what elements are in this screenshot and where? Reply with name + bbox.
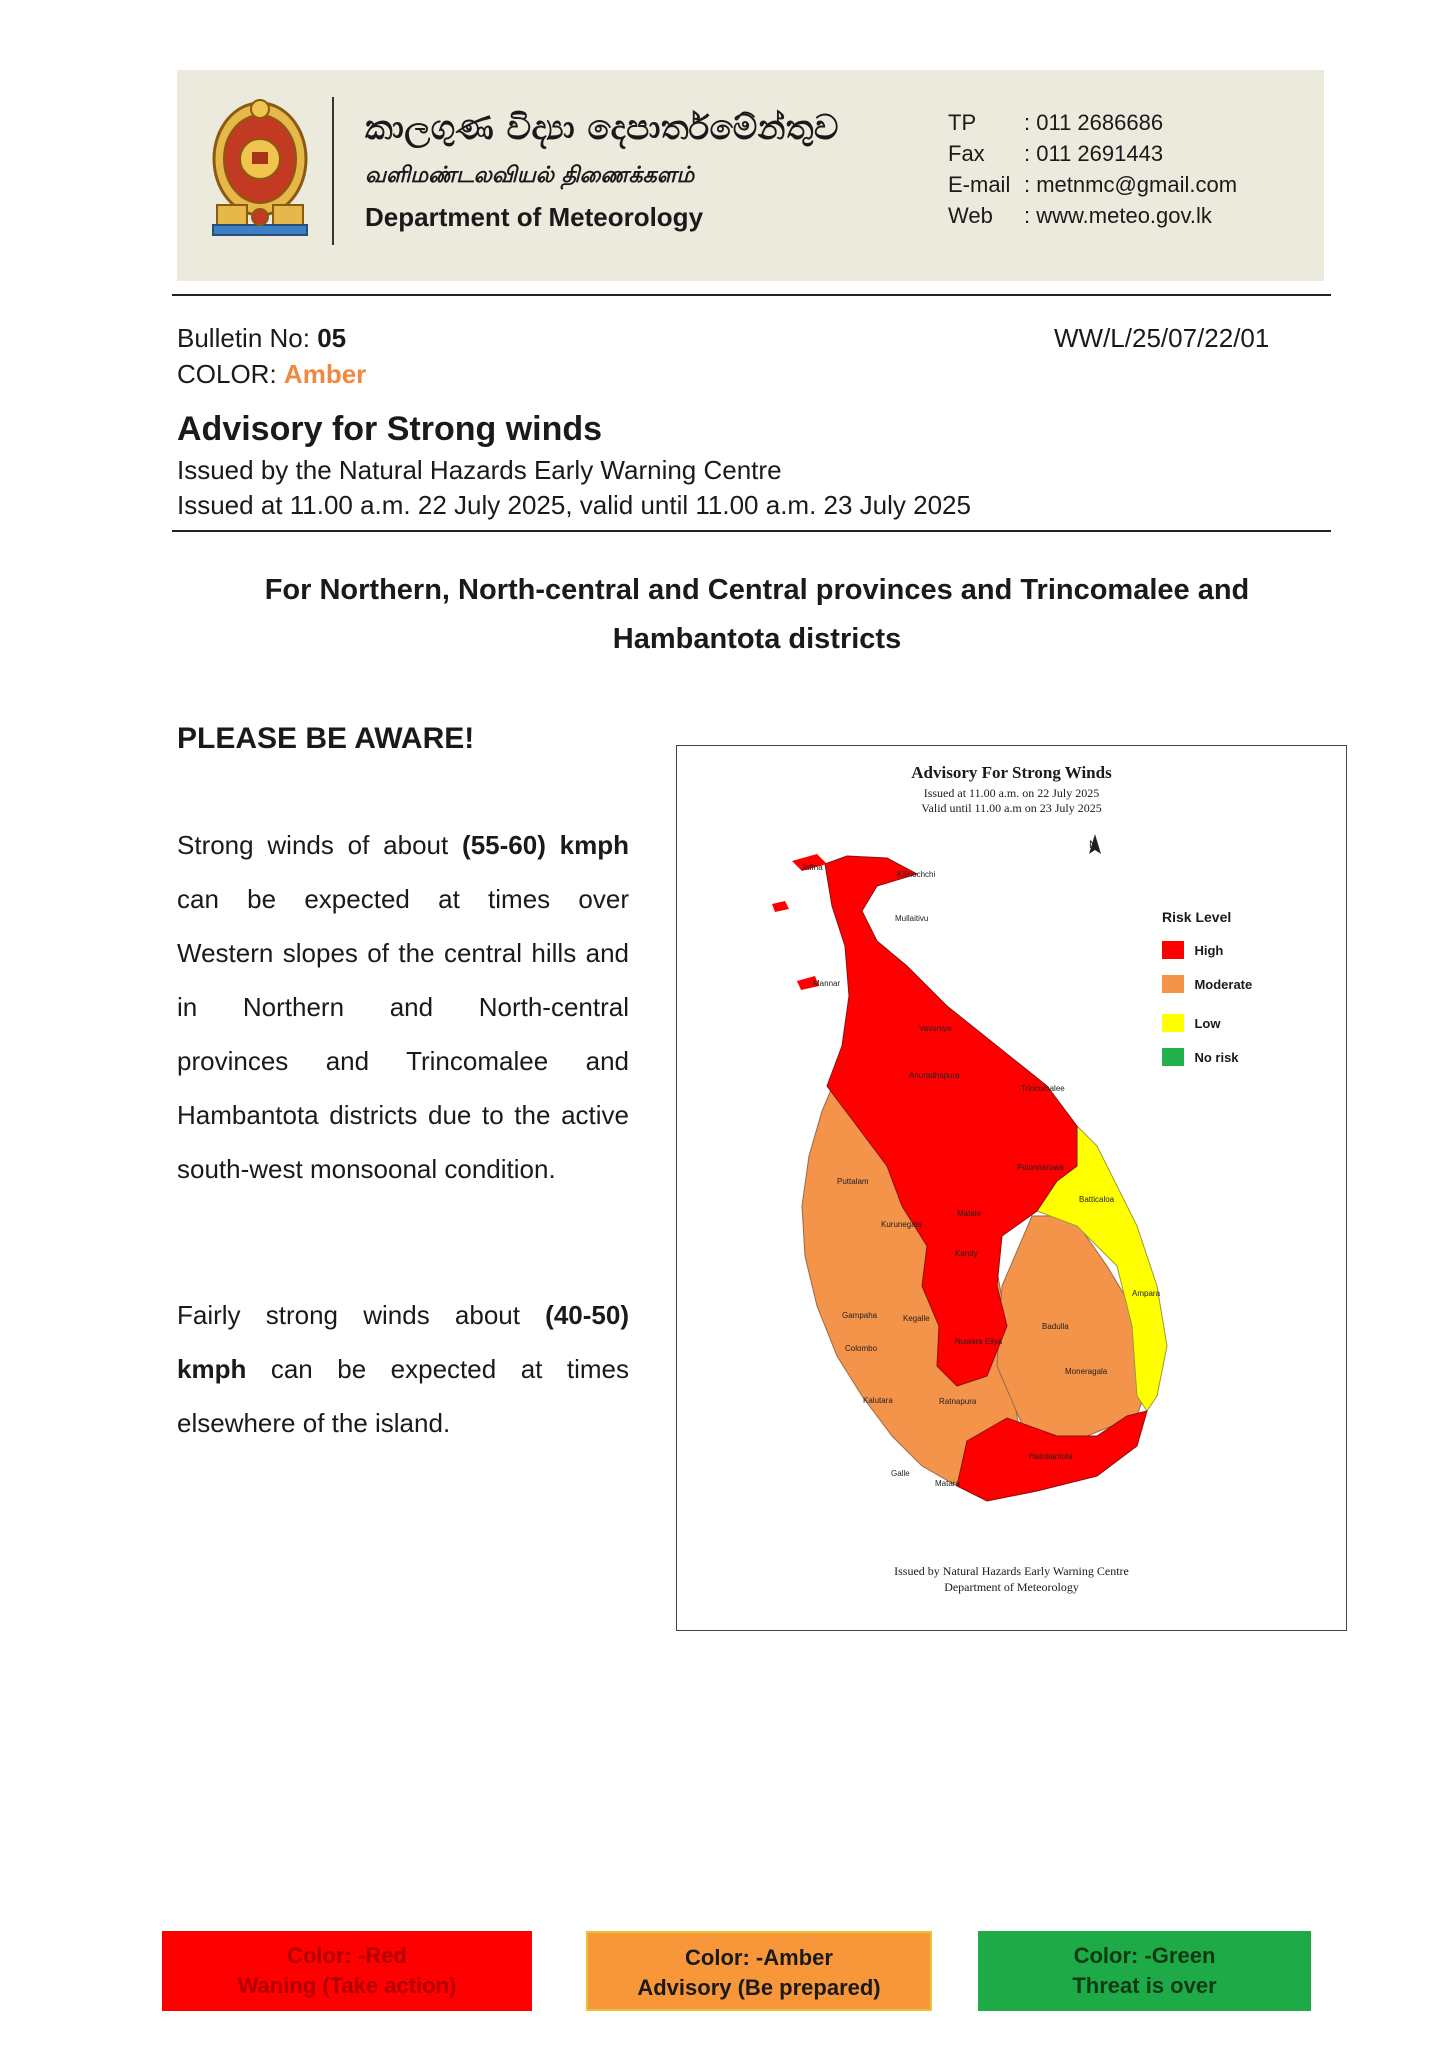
contact-key: TP [948,110,977,135]
legend-label: Moderate [1194,976,1253,992]
para-line: provinces and Trincomalee and [177,1046,629,1076]
sri-lanka-map [677,746,1346,1630]
district-label: Badulla [1042,1322,1069,1331]
header-divider [332,97,334,245]
region-heading-line2: Hambantota districts [612,623,902,655]
district-label: Galle [891,1469,910,1478]
district-label: Kalutara [863,1396,893,1405]
district-label: Kilinochchi [897,870,936,879]
district-label: Vavuniya [919,1024,952,1033]
contact-value[interactable]: : metnmc@gmail.com [1024,172,1238,197]
contact-key: Fax [948,141,985,166]
paragraph-fairly-strong-winds [177,1288,629,1450]
legend-label: High [1194,942,1224,958]
bulletin-color [177,359,366,390]
district-label: Mannar [813,979,841,988]
contact-email [948,172,1237,198]
legend-swatch [1162,941,1184,959]
district-label: Batticaloa [1079,1195,1115,1204]
color-code-desc: Advisory (Be prepared) [637,1975,881,2000]
bulletin-color-label: COLOR: [177,359,277,389]
district-label: Trincomalee [1021,1084,1065,1093]
district-label: Colombo [845,1344,878,1353]
district-label: Hambantota [1029,1452,1073,1461]
region-heading-line1: For Northern, North-central and Central provinces and Trincomalee and [264,574,1250,606]
map-issued-line: Issued at 11.00 a.m. on 22 July 2025 [923,786,1100,800]
district-label: Nuwara Eliya [955,1337,1003,1346]
district-label: Kandy [955,1249,978,1258]
district-label: Jaffna [801,863,823,872]
bulletin-number [177,323,346,354]
contact-tp [948,110,1163,136]
district-label: Ampara [1132,1289,1161,1298]
district-label: Ratnapura [939,1397,977,1406]
legend-item-moderate [1162,975,1252,993]
paragraph-strong-winds [177,818,629,1196]
color-code-desc: Waning (Take action) [237,1973,457,1998]
contact-web [948,203,1212,229]
advisory-title: Advisory for Strong winds [177,410,603,448]
district-label: Matara [935,1479,960,1488]
para-line: Hambantota districts due to the active [177,1100,629,1130]
para-line: elsewhere of the island. [177,1408,451,1438]
bulletin-reference: WW/L/25/07/22/01 [1054,323,1270,353]
color-code-red [162,1931,532,2011]
para-line: in Northern and North-central [177,992,629,1022]
contact-fax [948,141,1163,167]
color-code-title: Color: -Red [287,1943,407,1968]
legend-swatch [1162,1048,1184,1066]
bulletin-number-label: Bulletin No: [177,323,310,353]
para-line: south-west monsoonal condition. [177,1154,556,1184]
dept-name-english: Department of Meteorology [365,202,704,232]
contact-key: Web [948,203,993,228]
color-code-title: Color: -Green [1073,1943,1216,1968]
title-rule [172,530,1331,532]
color-code-green [978,1931,1311,2011]
para-line: Western slopes of the central hills and [177,938,629,968]
district-label: Kurunegala [881,1220,922,1229]
legend-title: Risk Level [1162,909,1232,925]
color-code-title: Color: -Amber [685,1945,833,1970]
bulletin-color-value: Amber [283,359,367,389]
district-label: Moneragala [1065,1367,1108,1376]
contact-value[interactable]: : www.meteo.gov.lk [1024,203,1212,228]
para-line: Strong winds of about (55-60) kmph [177,830,629,860]
advisory-map [676,745,1347,1631]
dept-name-tamil: வளிமண்டலவியல் திணைக்களம் [365,162,695,188]
legend-swatch [1162,975,1184,993]
sri-lanka-emblem-icon [205,97,315,242]
bulletin-number-value: 05 [317,323,347,353]
wind-speed-strong: (55-60) kmph [462,830,629,860]
para-line: kmph can be expected at times [177,1354,629,1384]
district-label: Puttalam [837,1177,869,1186]
legend-swatch [1162,1014,1184,1032]
district-label: Gampaha [842,1311,878,1320]
legend-item-high [1162,941,1223,959]
district-label: Mullaitivu [895,914,929,923]
para-line: can be expected at times over [177,884,629,914]
header-rule [172,294,1331,296]
contact-key: E-mail [948,172,1011,197]
map-title: Advisory For Strong Winds [911,763,1112,782]
please-be-aware-heading: PLEASE BE AWARE! [177,722,475,755]
color-code-amber [586,1931,932,2011]
district-label: Anuradhapura [909,1071,960,1080]
legend-item-low [1162,1014,1220,1032]
district-label: Matale [957,1209,982,1218]
advisory-issued-by: Issued by the Natural Hazards Early Warning Centre [177,455,782,485]
legend-item-no-risk [1162,1048,1239,1066]
district-label: Kegalle [903,1314,930,1323]
color-code-desc: Threat is over [1072,1973,1217,1998]
legend-label: No risk [1194,1049,1239,1065]
advisory-issued-at: Issued at 11.00 a.m. 22 July 2025, valid until 11.00 a.m. 23 July 2025 [177,490,971,520]
map-footer-department: Department of Meteorology [944,1580,1079,1594]
map-region-high [772,901,789,912]
legend-label: Low [1194,1015,1221,1031]
district-label: Polonnaruwa [1017,1163,1064,1172]
contact-value: : 011 2691443 [1024,141,1164,166]
contact-value: : 011 2686686 [1024,110,1164,135]
north-label: N [1089,839,1097,851]
map-valid-line: Valid until 11.00 a.m on 23 July 2025 [921,801,1102,815]
map-footer-issued-by: Issued by Natural Hazards Early Warning Centre [894,1564,1129,1578]
wind-speed-fairly: (40-50) [545,1300,629,1330]
dept-name-sinhala: කාලගුණ විද්‍යා දෙපාර්තමේන්තුව [365,108,839,148]
para-line: Fairly strong winds about (40-50) [177,1300,629,1330]
wind-unit: kmph [177,1354,247,1384]
